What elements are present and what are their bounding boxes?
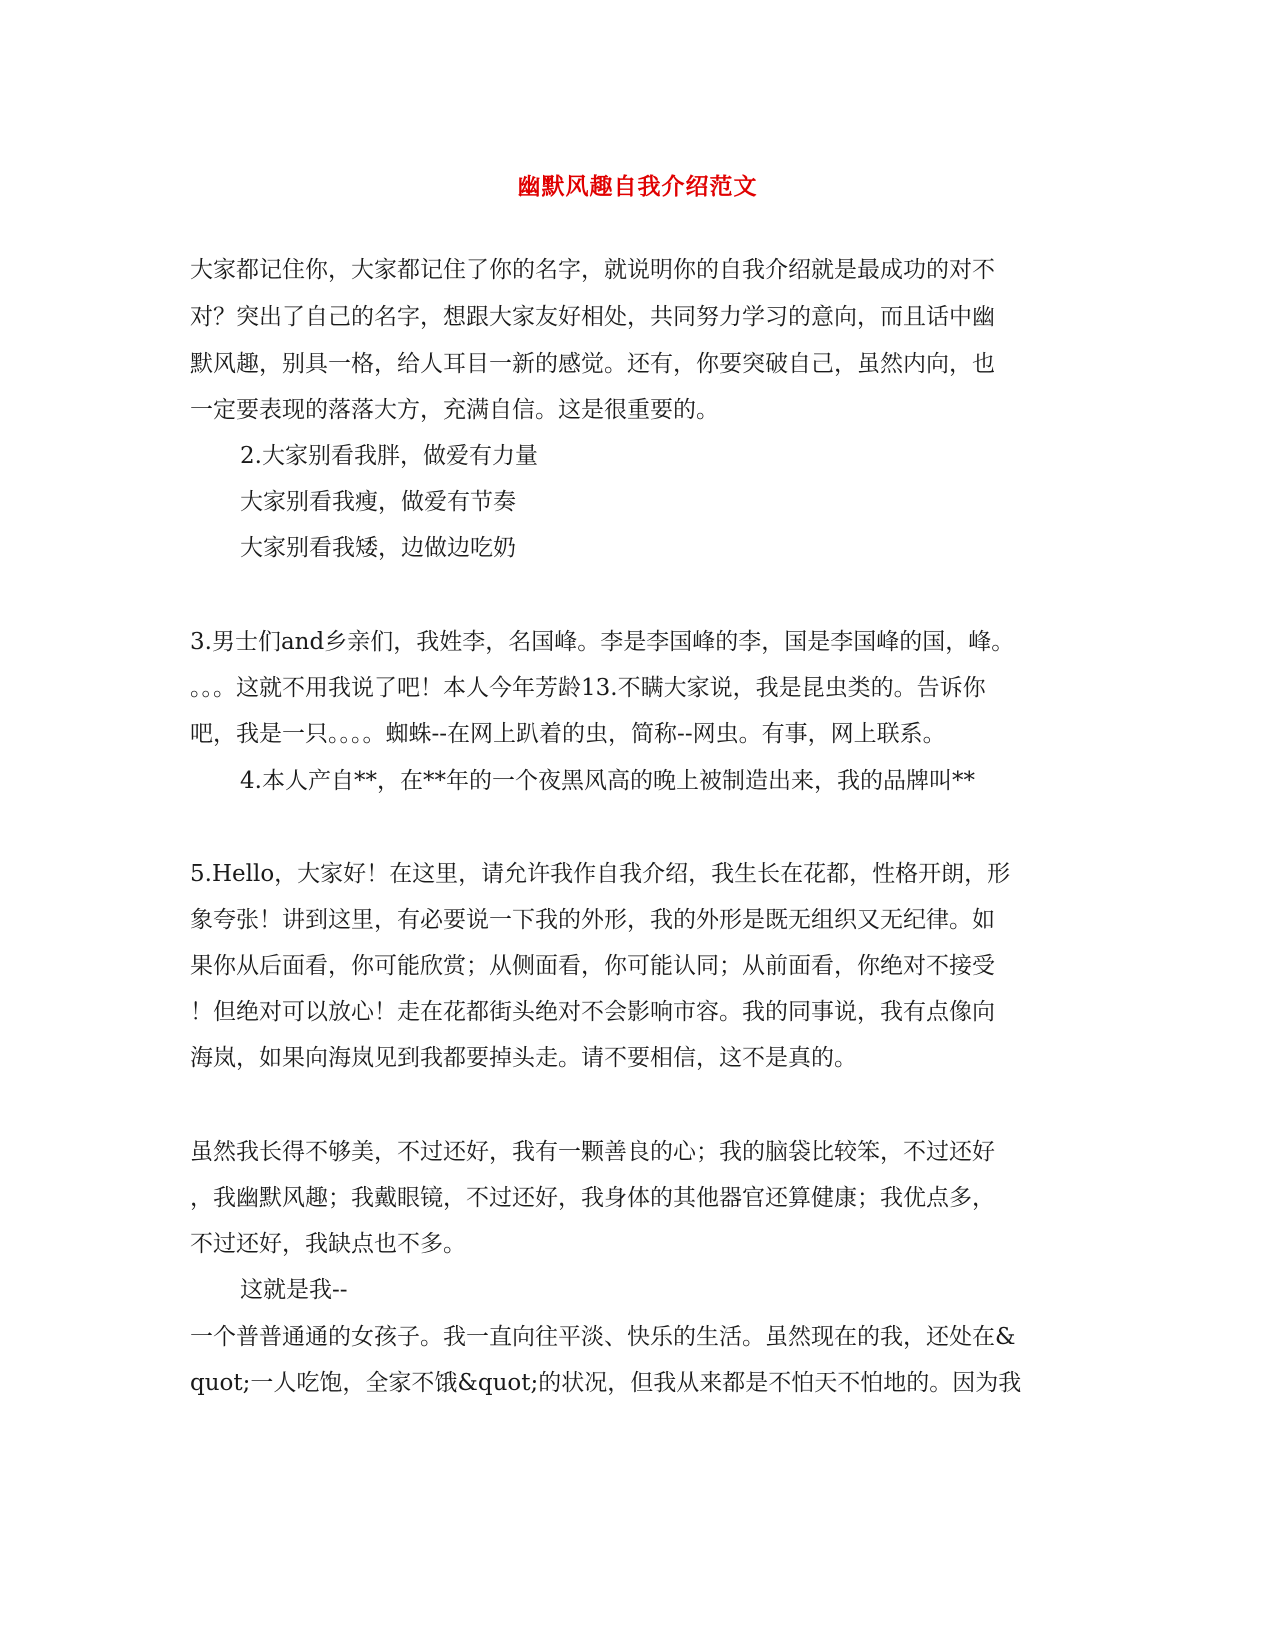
paragraph-line: 象夸张！讲到这里，有必要说一下我的外形，我的外形是既无组织又无纪律。如	[190, 907, 995, 933]
paragraph-line: 这就是我--	[240, 1277, 348, 1303]
paragraph-line: 果你从后面看，你可能欣赏；从侧面看，你可能认同；从前面看，你绝对不接受	[190, 953, 995, 979]
paragraph-line: ，我幽默风趣；我戴眼镜，不过还好，我身体的其他器官还算健康；我优点多，	[190, 1185, 995, 1211]
paragraph-line: quot;一人吃饱，全家不饿&quot;的状况，但我从来都是不怕天不怕地的。因为我	[190, 1370, 1022, 1396]
document-title: 幽默风趣自我介绍范文	[517, 173, 758, 200]
paragraph-line: 大家别看我矮，边做边吃奶	[240, 535, 516, 561]
paragraph-line: 大家别看我瘦，做爱有节奏	[240, 489, 516, 515]
paragraph-line: 默风趣，别具一格，给人耳目一新的感觉。还有，你要突破自己，虽然内向，也	[190, 351, 995, 377]
paragraph-line: 大家都记住你，大家都记住了你的名字，就说明你的自我介绍就是最成功的对不	[190, 257, 995, 283]
paragraph-line: 3.男士们and乡亲们，我姓李，名国峰。李是李国峰的李，国是李国峰的国，峰。	[190, 629, 1015, 655]
paragraph-line: 吧，我是一只。。。。蜘蛛--在网上趴着的虫，简称--网虫。有事，网上联系。	[190, 721, 946, 747]
paragraph-line: 不过还好，我缺点也不多。	[190, 1231, 466, 1257]
paragraph-line: 。。。这就不用我说了吧！本人今年芳龄13.不瞒大家说，我是昆虫类的。告诉你	[190, 675, 986, 701]
paragraph-line: 5.Hello，大家好！在这里，请允许我作自我介绍，我生长在花都，性格开朗，形	[190, 861, 1011, 887]
paragraph-line: ！但绝对可以放心！走在花都街头绝对不会影响市容。我的同事说，我有点像向	[190, 999, 995, 1025]
paragraph-line: 一定要表现的落落大方，充满自信。这是很重要的。	[190, 397, 719, 423]
paragraph-line: 一个普普通通的女孩子。我一直向往平淡、快乐的生活。虽然现在的我，还处在&	[190, 1324, 1016, 1350]
paragraph-line: 虽然我长得不够美，不过还好，我有一颗善良的心；我的脑袋比较笨，不过还好	[190, 1139, 995, 1165]
paragraph-line: 4.本人产自**，在**年的一个夜黑风高的晚上被制造出来，我的品牌叫**	[240, 768, 975, 794]
paragraph-line: 海岚，如果向海岚见到我都要掉头走。请不要相信，这不是真的。	[190, 1045, 857, 1071]
paragraph-line: 对？突出了自己的名字，想跟大家友好相处，共同努力学习的意向，而且话中幽	[190, 304, 995, 330]
paragraph-line: 2.大家别看我胖，做爱有力量	[240, 443, 538, 469]
